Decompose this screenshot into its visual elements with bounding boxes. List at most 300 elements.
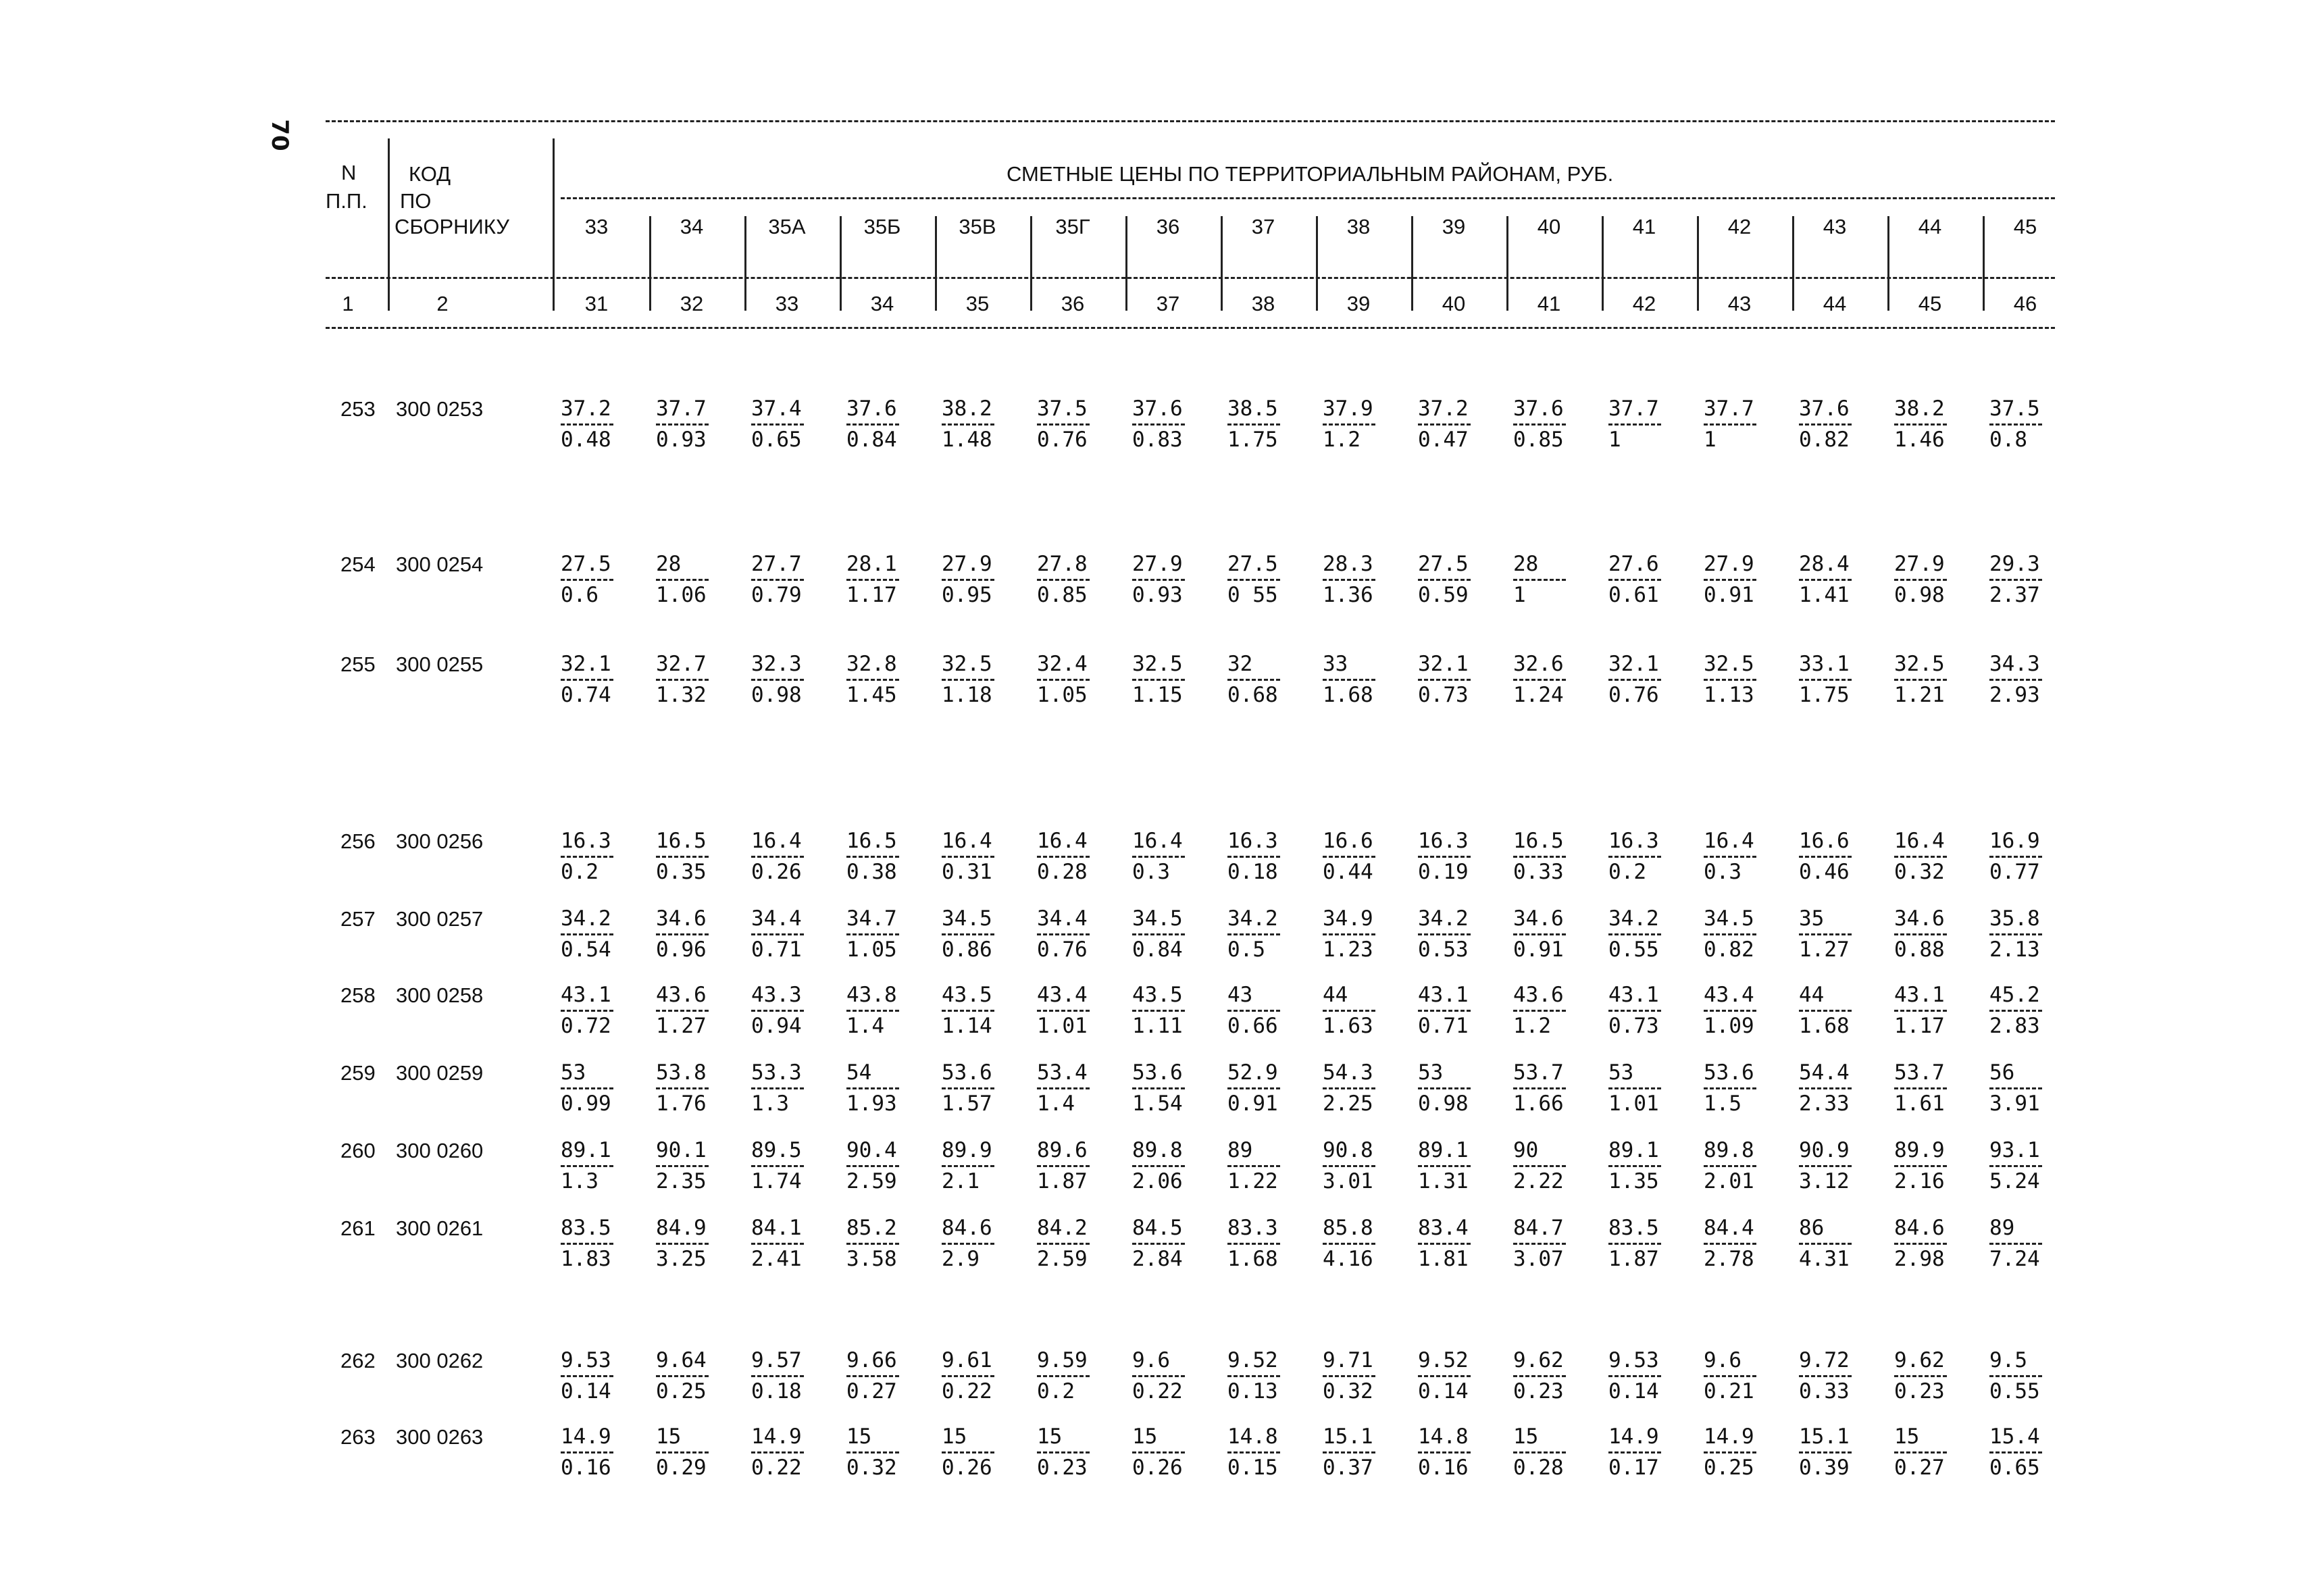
fraction-dash bbox=[846, 856, 899, 858]
fraction-dash bbox=[1799, 579, 1852, 581]
price-cell bbox=[656, 1139, 737, 1193]
price-fraction: 0.91 bbox=[1227, 1091, 1278, 1116]
fraction-dash bbox=[1608, 856, 1661, 858]
price-cell bbox=[561, 829, 642, 883]
fraction-dash bbox=[942, 1087, 994, 1089]
price-fraction: 3.91 bbox=[1989, 1091, 2040, 1116]
price-fraction: 4.16 bbox=[1323, 1247, 1373, 1271]
price-value: 84.5 bbox=[1132, 1216, 1183, 1240]
price-value: 34.2 bbox=[561, 906, 611, 931]
district-header: 45 bbox=[2013, 215, 2037, 238]
price-fraction: 0.32 bbox=[1323, 1379, 1373, 1404]
price-fraction: 0.44 bbox=[1323, 860, 1373, 884]
column-number: 37 bbox=[1156, 292, 1180, 315]
price-cell bbox=[1227, 1139, 1308, 1193]
fraction-dash bbox=[1132, 1375, 1185, 1377]
price-fraction: 2.1 bbox=[942, 1169, 980, 1193]
fraction-dash bbox=[1037, 1375, 1090, 1377]
price-cell bbox=[1037, 983, 1118, 1037]
price-value: 14.8 bbox=[1418, 1424, 1469, 1449]
price-value: 9.59 bbox=[1037, 1348, 1088, 1372]
fraction-dash bbox=[942, 423, 994, 426]
price-value: 16.9 bbox=[1989, 829, 2040, 853]
price-fraction: 0.33 bbox=[1513, 860, 1564, 884]
price-fraction: 0.14 bbox=[1418, 1379, 1469, 1404]
fraction-dash bbox=[1323, 1451, 1375, 1453]
fraction-dash bbox=[561, 1451, 613, 1453]
price-value: 28 bbox=[1513, 552, 1539, 576]
row-number: 257 bbox=[340, 907, 376, 931]
price-fraction: 1 bbox=[1513, 583, 1526, 607]
price-cell bbox=[1513, 907, 1594, 961]
price-cell bbox=[561, 983, 642, 1037]
column-number: 44 bbox=[1823, 292, 1847, 315]
price-value: 32.1 bbox=[1608, 652, 1659, 676]
fraction-dash bbox=[1132, 579, 1185, 581]
price-cell bbox=[1513, 829, 1594, 883]
price-value: 9.52 bbox=[1227, 1348, 1278, 1372]
price-cell bbox=[1799, 652, 1880, 706]
price-fraction: 0.73 bbox=[1418, 683, 1469, 707]
fraction-dash bbox=[1989, 933, 2042, 935]
fraction-dash bbox=[846, 423, 899, 426]
price-fraction: 0.27 bbox=[846, 1379, 897, 1404]
fraction-dash bbox=[656, 1243, 709, 1245]
price-value: 32.1 bbox=[561, 652, 611, 676]
fraction-dash bbox=[1418, 579, 1471, 581]
price-cell bbox=[1704, 652, 1785, 706]
fraction-dash bbox=[561, 1087, 613, 1089]
price-cell bbox=[1323, 1349, 1404, 1403]
column-divider bbox=[744, 216, 746, 311]
fraction-dash bbox=[846, 1087, 899, 1089]
price-fraction: 0.16 bbox=[561, 1456, 611, 1480]
price-value: 16.4 bbox=[1132, 829, 1183, 853]
fraction-dash bbox=[1704, 1375, 1756, 1377]
column-number: 43 bbox=[1727, 292, 1752, 315]
price-fraction: 1.68 bbox=[1799, 1014, 1850, 1038]
price-value: 43.1 bbox=[1418, 983, 1469, 1007]
fraction-dash bbox=[1894, 1451, 1947, 1453]
fraction-dash bbox=[1132, 933, 1185, 935]
price-value: 14.8 bbox=[1227, 1424, 1278, 1449]
price-fraction: 0.38 bbox=[846, 860, 897, 884]
price-cell bbox=[561, 1349, 642, 1403]
price-fraction: 2.78 bbox=[1704, 1247, 1754, 1271]
row-number: 261 bbox=[340, 1216, 376, 1240]
price-cell bbox=[1132, 1061, 1213, 1115]
price-value: 34.2 bbox=[1227, 906, 1278, 931]
fraction-dash bbox=[1227, 1010, 1280, 1012]
price-cell bbox=[1037, 552, 1118, 607]
column-divider bbox=[1887, 216, 1889, 311]
price-value: 89.5 bbox=[751, 1138, 802, 1162]
price-value: 53.6 bbox=[1132, 1060, 1183, 1085]
price-fraction: 0.61 bbox=[1608, 583, 1659, 607]
price-value: 83.5 bbox=[561, 1216, 611, 1240]
price-value: 27.5 bbox=[561, 552, 611, 576]
column-divider bbox=[1221, 216, 1223, 311]
price-fraction: 0.59 bbox=[1418, 583, 1469, 607]
price-cell bbox=[1037, 1216, 1118, 1270]
column-divider bbox=[1983, 216, 1985, 311]
price-fraction: 0.82 bbox=[1799, 428, 1850, 452]
price-fraction: 1.4 bbox=[1037, 1091, 1075, 1116]
fraction-dash bbox=[751, 856, 804, 858]
price-fraction: 0.15 bbox=[1227, 1456, 1278, 1480]
price-cell bbox=[751, 1349, 832, 1403]
price-fraction: 1.3 bbox=[561, 1169, 599, 1193]
fraction-dash bbox=[1513, 1165, 1566, 1167]
price-cell bbox=[1894, 983, 1975, 1037]
price-value: 37.5 bbox=[1989, 396, 2040, 421]
price-value: 14.9 bbox=[1704, 1424, 1754, 1449]
row-number: 258 bbox=[340, 983, 376, 1007]
price-value: 32.1 bbox=[1418, 652, 1469, 676]
header-bottom-rule bbox=[326, 327, 2055, 329]
price-value: 16.4 bbox=[1704, 829, 1754, 853]
price-value: 32.4 bbox=[1037, 652, 1088, 676]
price-fraction: 1.87 bbox=[1037, 1169, 1088, 1193]
price-cell bbox=[1418, 1425, 1499, 1479]
price-cell bbox=[1704, 829, 1785, 883]
fraction-dash bbox=[1989, 856, 2042, 858]
fraction-dash bbox=[656, 1375, 709, 1377]
price-fraction: 5.24 bbox=[1989, 1169, 2040, 1193]
price-value: 43.4 bbox=[1037, 983, 1088, 1007]
price-value: 27.9 bbox=[1132, 552, 1183, 576]
row-number: 263 bbox=[340, 1425, 376, 1449]
n-label: N bbox=[341, 161, 357, 184]
price-cell bbox=[1989, 397, 2070, 451]
price-cell bbox=[1704, 1216, 1785, 1270]
price-cell bbox=[1418, 983, 1499, 1037]
price-value: 37.4 bbox=[751, 396, 802, 421]
price-fraction: 1.17 bbox=[846, 583, 897, 607]
price-fraction: 0.31 bbox=[942, 860, 992, 884]
price-cell bbox=[656, 552, 737, 607]
price-value: 89 bbox=[1989, 1216, 2015, 1240]
fraction-dash bbox=[1037, 1451, 1090, 1453]
fraction-dash bbox=[1323, 1010, 1375, 1012]
column-number: 31 bbox=[584, 292, 609, 315]
column-number: 39 bbox=[1346, 292, 1371, 315]
column-divider bbox=[649, 216, 651, 311]
fraction-dash bbox=[1037, 679, 1090, 681]
price-cell bbox=[942, 1139, 1023, 1193]
price-value: 37.5 bbox=[1037, 396, 1088, 421]
fraction-dash bbox=[1608, 1165, 1661, 1167]
price-cell bbox=[1037, 1349, 1118, 1403]
price-cell bbox=[1323, 1216, 1404, 1270]
price-fraction: 0.2 bbox=[561, 860, 599, 884]
price-fraction: 0.16 bbox=[1418, 1456, 1469, 1480]
price-cell bbox=[1513, 552, 1594, 607]
fraction-dash bbox=[1799, 1243, 1852, 1245]
price-cell bbox=[1513, 1061, 1594, 1115]
fraction-dash bbox=[1989, 679, 2042, 681]
price-value: 37.6 bbox=[1132, 396, 1183, 421]
price-fraction: 0.88 bbox=[1894, 937, 1945, 962]
price-fraction: 0.68 bbox=[1227, 683, 1278, 707]
fraction-dash bbox=[1704, 1087, 1756, 1089]
price-cell bbox=[1323, 1425, 1404, 1479]
price-fraction: 0.48 bbox=[561, 428, 611, 452]
price-cell bbox=[846, 907, 927, 961]
fraction-dash bbox=[1894, 423, 1947, 426]
price-value: 53 bbox=[1418, 1060, 1444, 1085]
fraction-dash bbox=[656, 1451, 709, 1453]
price-value: 9.62 bbox=[1894, 1348, 1945, 1372]
price-fraction: 0.93 bbox=[656, 428, 707, 452]
fraction-dash bbox=[561, 1375, 613, 1377]
price-fraction: 3.58 bbox=[846, 1247, 897, 1271]
price-value: 9.72 bbox=[1799, 1348, 1850, 1372]
fraction-dash bbox=[1799, 423, 1852, 426]
price-fraction: 0.96 bbox=[656, 937, 707, 962]
price-fraction: 0.32 bbox=[1894, 860, 1945, 884]
fraction-dash bbox=[1037, 1243, 1090, 1245]
row-code: 300 0253 bbox=[396, 397, 484, 421]
fraction-dash bbox=[1704, 856, 1756, 858]
price-fraction: 2.98 bbox=[1894, 1247, 1945, 1271]
price-cell bbox=[1989, 1425, 2070, 1479]
price-fraction: 1.68 bbox=[1227, 1247, 1278, 1271]
price-value: 15 bbox=[1513, 1424, 1539, 1449]
price-fraction: 2.16 bbox=[1894, 1169, 1945, 1193]
price-value: 34.2 bbox=[1608, 906, 1659, 931]
price-value: 84.2 bbox=[1037, 1216, 1088, 1240]
fraction-dash bbox=[1132, 1087, 1185, 1089]
price-cell bbox=[1037, 1425, 1118, 1479]
price-value: 16.4 bbox=[751, 829, 802, 853]
fraction-dash bbox=[846, 1165, 899, 1167]
price-cell bbox=[656, 1425, 737, 1479]
price-fraction: 0.25 bbox=[656, 1379, 707, 1404]
price-value: 38.5 bbox=[1227, 396, 1278, 421]
row-number: 259 bbox=[340, 1061, 376, 1085]
column-divider bbox=[1506, 216, 1508, 311]
price-fraction: 1.14 bbox=[942, 1014, 992, 1038]
price-cell bbox=[1323, 1139, 1404, 1193]
price-value: 28.4 bbox=[1799, 552, 1850, 576]
price-cell bbox=[1132, 552, 1213, 607]
price-fraction: 0.65 bbox=[1989, 1456, 2040, 1480]
price-fraction: 0.85 bbox=[1513, 428, 1564, 452]
price-value: 90.1 bbox=[656, 1138, 707, 1162]
fraction-dash bbox=[1513, 1451, 1566, 1453]
fraction-dash bbox=[1608, 423, 1661, 426]
price-fraction: 0.18 bbox=[751, 1379, 802, 1404]
price-cell bbox=[1227, 1349, 1308, 1403]
column-divider bbox=[840, 216, 842, 311]
price-fraction: 0.23 bbox=[1037, 1456, 1088, 1480]
price-cell bbox=[1513, 983, 1594, 1037]
fraction-dash bbox=[1704, 423, 1756, 426]
price-value: 14.9 bbox=[561, 1424, 611, 1449]
price-fraction: 1.54 bbox=[1132, 1091, 1183, 1116]
price-cell bbox=[656, 907, 737, 961]
price-cell bbox=[942, 907, 1023, 961]
price-value: 89.9 bbox=[1894, 1138, 1945, 1162]
price-value: 33 bbox=[1323, 652, 1348, 676]
price-cell bbox=[846, 1425, 927, 1479]
price-cell bbox=[1418, 552, 1499, 607]
fraction-dash bbox=[1704, 1010, 1756, 1012]
price-value: 32.8 bbox=[846, 652, 897, 676]
price-value: 83.5 bbox=[1608, 1216, 1659, 1240]
price-fraction: 0.26 bbox=[1132, 1456, 1183, 1480]
price-cell bbox=[1989, 907, 2070, 961]
price-cell bbox=[1704, 1349, 1785, 1403]
price-value: 45.2 bbox=[1989, 983, 2040, 1007]
fraction-dash bbox=[1894, 579, 1947, 581]
fraction-dash bbox=[846, 579, 899, 581]
price-fraction: 0.22 bbox=[1132, 1379, 1183, 1404]
price-value: 27.9 bbox=[942, 552, 992, 576]
price-value: 16.3 bbox=[561, 829, 611, 853]
price-value: 16.3 bbox=[1227, 829, 1278, 853]
price-fraction: 1.24 bbox=[1513, 683, 1564, 707]
fraction-dash bbox=[1418, 1243, 1471, 1245]
price-fraction: 1.06 bbox=[656, 583, 707, 607]
price-fraction: 0.83 bbox=[1132, 428, 1183, 452]
price-cell bbox=[1894, 397, 1975, 451]
price-fraction: 1.61 bbox=[1894, 1091, 1945, 1116]
price-cell bbox=[1227, 552, 1308, 607]
price-fraction: 0.91 bbox=[1704, 583, 1754, 607]
fraction-dash bbox=[1227, 1165, 1280, 1167]
price-cell bbox=[942, 983, 1023, 1037]
column-divider bbox=[1411, 216, 1413, 311]
price-value: 83.4 bbox=[1418, 1216, 1469, 1240]
price-cell bbox=[846, 1139, 927, 1193]
price-fraction: 1.15 bbox=[1132, 683, 1183, 707]
column-number: 38 bbox=[1251, 292, 1275, 315]
price-fraction: 0.85 bbox=[1037, 583, 1088, 607]
price-fraction: 0.74 bbox=[561, 683, 611, 707]
price-value: 9.62 bbox=[1513, 1348, 1564, 1372]
price-cell bbox=[1418, 829, 1499, 883]
price-cell bbox=[1799, 1139, 1880, 1193]
price-value: 27.9 bbox=[1704, 552, 1754, 576]
fraction-dash bbox=[1227, 856, 1280, 858]
price-value: 37.2 bbox=[561, 396, 611, 421]
price-fraction: 0.27 bbox=[1894, 1456, 1945, 1480]
price-cell bbox=[1418, 907, 1499, 961]
price-value: 28.3 bbox=[1323, 552, 1373, 576]
price-fraction: 1.74 bbox=[751, 1169, 802, 1193]
fraction-dash bbox=[1989, 579, 2042, 581]
fraction-dash bbox=[1894, 1243, 1947, 1245]
price-fraction: 0.35 bbox=[656, 860, 707, 884]
price-value: 15.1 bbox=[1323, 1424, 1373, 1449]
price-cell bbox=[1323, 652, 1404, 706]
price-value: 16.4 bbox=[1894, 829, 1945, 853]
price-cell bbox=[1608, 397, 1689, 451]
price-value: 44 bbox=[1323, 983, 1348, 1007]
price-fraction: 0.37 bbox=[1323, 1456, 1373, 1480]
left-colnum-2: 2 bbox=[436, 292, 449, 315]
fraction-dash bbox=[1132, 1243, 1185, 1245]
price-value: 16.5 bbox=[1513, 829, 1564, 853]
fraction-dash bbox=[1513, 856, 1566, 858]
fraction-dash bbox=[942, 579, 994, 581]
fraction-dash bbox=[656, 1087, 709, 1089]
price-value: 32.7 bbox=[656, 652, 707, 676]
price-fraction: 1.3 bbox=[751, 1091, 789, 1116]
row-number: 254 bbox=[340, 552, 376, 576]
price-cell bbox=[1704, 1425, 1785, 1479]
price-cell bbox=[1989, 1061, 2070, 1115]
fraction-dash bbox=[1323, 579, 1375, 581]
price-value: 16.6 bbox=[1799, 829, 1850, 853]
price-cell bbox=[1037, 1061, 1118, 1115]
price-fraction: 0.77 bbox=[1989, 860, 2040, 884]
fraction-dash bbox=[1227, 423, 1280, 426]
fraction-dash bbox=[1323, 423, 1375, 426]
price-cell bbox=[561, 1216, 642, 1270]
price-fraction: 1.83 bbox=[561, 1247, 611, 1271]
price-value: 32.3 bbox=[751, 652, 802, 676]
price-fraction: 0.32 bbox=[846, 1456, 897, 1480]
fraction-dash bbox=[1894, 679, 1947, 681]
code-label-2: ПО bbox=[400, 189, 432, 213]
price-value: 9.53 bbox=[1608, 1348, 1659, 1372]
price-cell bbox=[1799, 1349, 1880, 1403]
price-fraction: 0.2 bbox=[1608, 860, 1646, 884]
fraction-dash bbox=[1323, 679, 1375, 681]
price-fraction: 1.27 bbox=[656, 1014, 707, 1038]
price-cell bbox=[1989, 829, 2070, 883]
price-fraction: 1.05 bbox=[1037, 683, 1088, 707]
price-fraction: 0.84 bbox=[846, 428, 897, 452]
price-cell bbox=[942, 552, 1023, 607]
price-value: 37.7 bbox=[656, 396, 707, 421]
price-fraction: 1.81 bbox=[1418, 1247, 1469, 1271]
price-value: 90.9 bbox=[1799, 1138, 1850, 1162]
price-cell bbox=[1894, 552, 1975, 607]
price-fraction: 0.46 bbox=[1799, 860, 1850, 884]
fraction-dash bbox=[1989, 423, 2042, 426]
price-fraction: 3.12 bbox=[1799, 1169, 1850, 1193]
price-fraction: 0.95 bbox=[942, 583, 992, 607]
price-cell bbox=[1323, 907, 1404, 961]
price-value: 27.8 bbox=[1037, 552, 1088, 576]
price-cell bbox=[846, 1061, 927, 1115]
price-value: 43.1 bbox=[1894, 983, 1945, 1007]
price-fraction: 0.6 bbox=[561, 583, 599, 607]
column-divider bbox=[1316, 216, 1318, 311]
price-value: 9.66 bbox=[846, 1348, 897, 1372]
price-value: 53.6 bbox=[1704, 1060, 1754, 1085]
price-value: 15 bbox=[656, 1424, 682, 1449]
price-value: 43.3 bbox=[751, 983, 802, 1007]
price-value: 43.6 bbox=[1513, 983, 1564, 1007]
price-cell bbox=[1132, 983, 1213, 1037]
fraction-dash bbox=[561, 1010, 613, 1012]
price-cell bbox=[751, 983, 832, 1037]
price-cell bbox=[1608, 552, 1689, 607]
price-fraction: 0.71 bbox=[751, 937, 802, 962]
header-divider bbox=[388, 138, 390, 311]
price-cell bbox=[1989, 652, 2070, 706]
fraction-dash bbox=[1894, 1010, 1947, 1012]
price-fraction: 2.25 bbox=[1323, 1091, 1373, 1116]
price-cell bbox=[1323, 1061, 1404, 1115]
fraction-dash bbox=[846, 1375, 899, 1377]
fraction-dash bbox=[1037, 1010, 1090, 1012]
